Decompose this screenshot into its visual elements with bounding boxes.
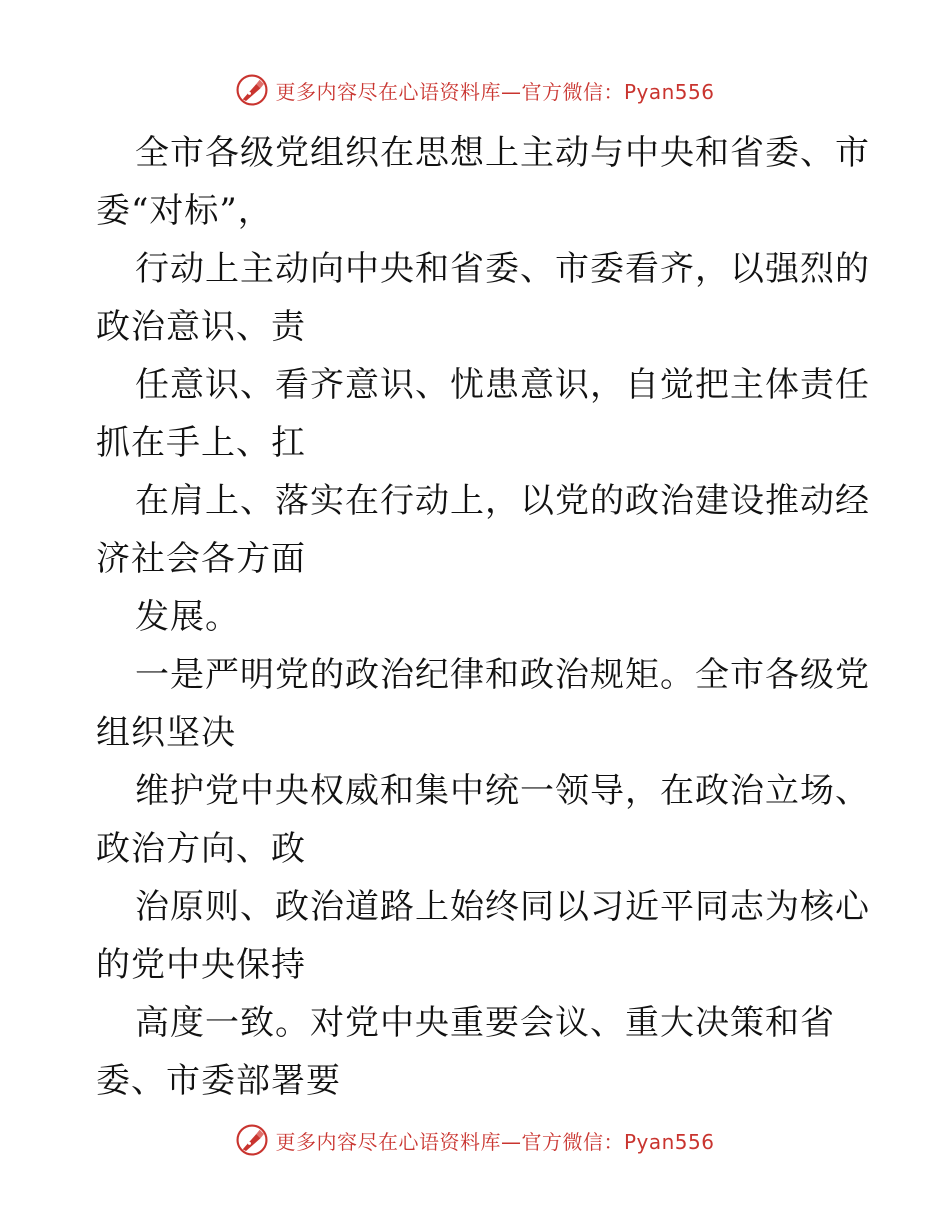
text-line: 政治方向、政 <box>96 829 306 869</box>
footer-banner <box>0 1120 950 1160</box>
pen-nib-logo-icon <box>235 1123 269 1157</box>
text-line: 治原则、政治道路上始终同以习近平同志为核心 <box>135 887 870 927</box>
text-line: 行动上主动向中央和省委、市委看齐，以强烈的 <box>135 249 870 289</box>
text-line: 政治意识、责 <box>96 307 306 347</box>
document-body <box>96 124 870 1110</box>
text-line: 委、市委部署要 <box>96 1061 341 1101</box>
text-line: 抓在手上、扛 <box>96 423 306 463</box>
text-line: 任意识、看齐意识、忧患意识，自觉把主体责任 <box>135 365 870 405</box>
header-banner-text: 更多内容尽在心语资料库—官方微信：Pyan556 <box>275 79 715 104</box>
text-line: 的党中央保持 <box>96 945 306 985</box>
text-line: 全市各级党组织在思想上主动与中央和省委、市 <box>135 133 870 173</box>
text-line: 在肩上、落实在行动上，以党的政治建设推动经 <box>135 481 870 521</box>
text-line: 组织坚决 <box>96 713 236 753</box>
header-banner <box>0 70 950 110</box>
text-line: 发展。 <box>135 597 240 637</box>
pen-nib-logo-icon <box>235 73 269 107</box>
text-line: 济社会各方面 <box>96 539 306 579</box>
text-line: 高度一致。对党中央重要会议、重大决策和省 <box>135 1003 835 1043</box>
footer-banner-text: 更多内容尽在心语资料库—官方微信：Pyan556 <box>275 1129 715 1154</box>
text-line: 维护党中央权威和集中统一领导，在政治立场、 <box>135 771 870 811</box>
text-line: 委“对标”， <box>96 191 273 231</box>
text-line: 一是严明党的政治纪律和政治规矩。全市各级党 <box>135 655 870 695</box>
